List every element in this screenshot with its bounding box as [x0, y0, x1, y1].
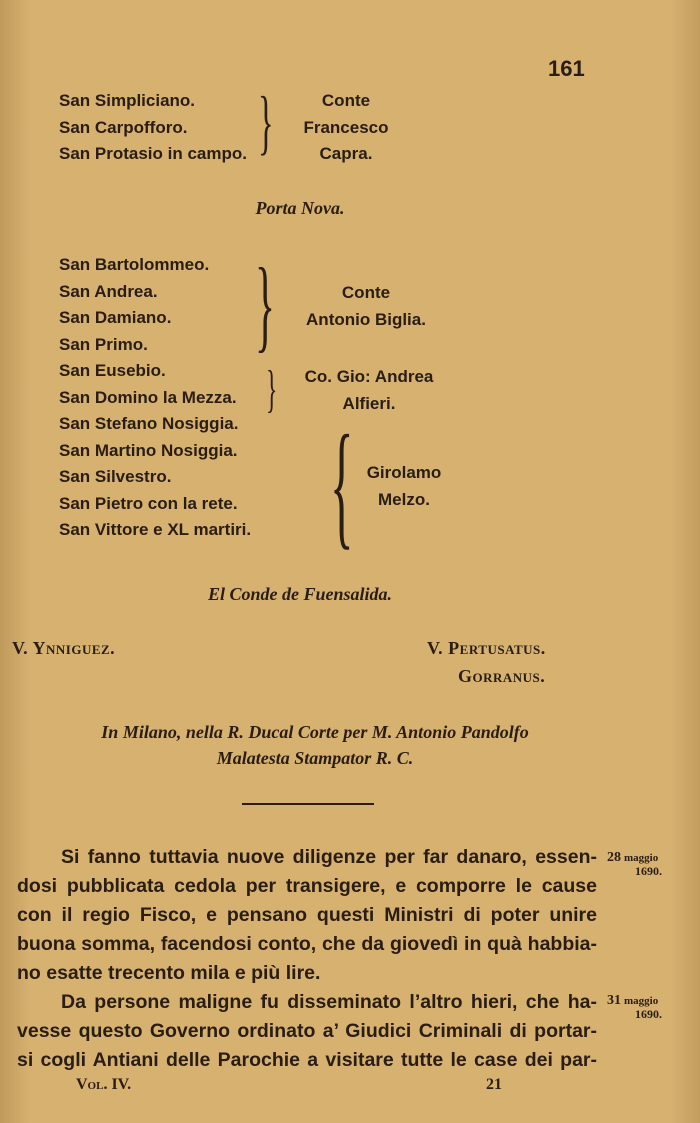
- signer-right-1: V. Pertusatus.: [427, 638, 546, 658]
- section-heading: Porta Nova.: [255, 198, 345, 218]
- brace-1: }: [258, 82, 274, 162]
- official-line: Melzo.: [378, 489, 430, 509]
- parish-item: San Domino la Mezza.: [59, 387, 237, 407]
- paragraph-line: Da persone maligne fu disseminato l’altro hieri, che ha-: [61, 991, 597, 1013]
- parish-item: San Martino Nosiggia.: [59, 440, 238, 460]
- paragraph-line: con il regio Fisco, e pensano questi Ministri di poter unire: [17, 904, 597, 926]
- parish-item: San Silvestro.: [59, 467, 172, 486]
- official-line: Francesco: [303, 117, 389, 137]
- volume-mark: Vol. IV.: [76, 1076, 132, 1093]
- parish-list-2: [59, 252, 251, 544]
- official-line: Girolamo: [366, 463, 442, 482]
- margin-date-1: [607, 851, 662, 878]
- parish-list-1: [59, 88, 247, 168]
- divider-rule: [242, 803, 374, 805]
- official-line: Conte: [341, 283, 391, 302]
- paragraph-line: no esatte trecento mila e più lire.: [17, 962, 321, 984]
- paragraph-line: si cogli Antiani delle Parochie a visitare tutte le case dei par-: [17, 1049, 597, 1071]
- signer-right-2: Gorranus.: [458, 666, 546, 686]
- margin-year: 1690.: [635, 864, 662, 878]
- margin-day: 31: [607, 993, 621, 1008]
- official-1: [296, 88, 396, 168]
- parish-item: San Primo.: [59, 334, 148, 354]
- signature-line: El Conde de Fuensalida.: [207, 584, 393, 604]
- parish-item: San Stefano Nosiggia.: [59, 414, 239, 433]
- page-number: 161: [548, 56, 585, 81]
- paragraph-line: dosi pubblicata cedola per transigere, e comporre le cause: [17, 875, 597, 897]
- parish-item: San Simpliciano.: [59, 91, 196, 110]
- brace-2: }: [255, 247, 275, 362]
- brace-4: {: [330, 407, 354, 562]
- imprint-line-2: Malatesta Stampator R. C.: [216, 748, 414, 768]
- parish-item: San Protasio in campo.: [59, 144, 247, 163]
- margin-year: 1690.: [635, 1007, 662, 1021]
- paragraph-line: buona somma, facendosi conto, che da giovedì in quà habbia-: [17, 933, 597, 955]
- signer-left: V. Ynniguez.: [12, 638, 116, 658]
- official-line: Antonio Biglia.: [306, 309, 426, 329]
- parish-item: San Andrea.: [59, 281, 158, 301]
- parish-item: San Eusebio.: [59, 361, 166, 380]
- parish-item: San Damiano.: [59, 308, 172, 327]
- official-line: Co. Gio: Andrea: [304, 367, 434, 386]
- parish-item: San Carpofforo.: [59, 117, 188, 137]
- paragraph-1: [17, 843, 597, 988]
- official-line: Conte: [321, 91, 371, 110]
- official-line: Alfieri.: [342, 393, 396, 413]
- margin-month: maggio: [624, 995, 659, 1007]
- official-2: [296, 280, 436, 333]
- paragraph-line: Si fanno tuttavia nuove diligenze per far danaro, essen-: [61, 846, 597, 868]
- margin-month: maggio: [624, 852, 659, 864]
- paragraph-line: vesse questo Governo ordinato a’ Giudici Criminali di portar-: [17, 1020, 597, 1042]
- margin-date-2: [607, 994, 662, 1021]
- paragraph-2: [17, 988, 597, 1075]
- official-3: [298, 364, 440, 417]
- parish-item: San Bartolommeo.: [59, 255, 210, 274]
- margin-day: 28: [607, 850, 621, 865]
- official-line: Capra.: [319, 144, 373, 163]
- official-4: [362, 460, 446, 513]
- parish-item: San Vittore e XL martiri.: [59, 520, 252, 539]
- signature-mark: 21: [486, 1076, 502, 1093]
- brace-3: }: [266, 361, 278, 418]
- imprint-line-1: In Milano, nella R. Ducal Corte per M. Antonio Pandolfo: [101, 722, 529, 742]
- parish-item: San Pietro con la rete.: [59, 493, 238, 513]
